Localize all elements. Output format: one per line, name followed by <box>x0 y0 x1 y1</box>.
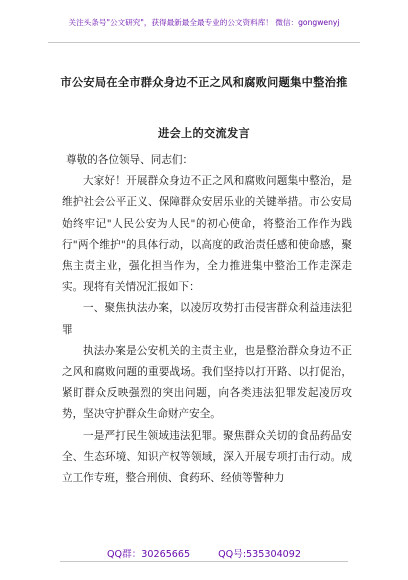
footer-qq-number: QQ号:535304092 <box>218 549 301 560</box>
header-banner: 关注头条号"公文研究"，获得最新最全最专业的公文资料库！ 微信：gongwenyj <box>68 18 340 27</box>
footer-divider <box>60 561 348 562</box>
footer-qq-group: QQ群：30265665 <box>107 549 191 560</box>
footer-contacts <box>0 546 408 560</box>
greeting: 尊敬的各位领导、同志们： <box>66 154 194 166</box>
paragraph-point-1: 一是严打民生领域违法犯罪。聚焦群众关切的食品药品安全、生态环境、知识产权等领域，深入开展专项打击行动。成立工作专班，整合刑侦、食药环、经侦等警种力 <box>62 429 352 485</box>
paragraph-intro: 大家好！开展群众身边不正之风和腐败问题集中整治，是维护社会公平正义、保障群众安居乐业的关键举措。市公安局始终牢记"人民公安为人民"的初心使命，将整治工作作为践行"两个维护"的具体行动，以高度的政治责任感和使命感，聚焦主责主业，强化担当作为，全力推进集中整治工作走深走实。现将有关情况汇报如下： <box>62 175 352 294</box>
paragraph-section-1: 执法办案是公安机关的主责主业，也是整治群众身边不正之风和腐败问题的重要战场。我们坚持以打开路、以打促治，紧盯群众反映强烈的突出问题，向各类违法犯罪发起凌厉攻势，坚决守护群众生命财产安全。 <box>62 344 352 421</box>
header-divider <box>48 42 360 43</box>
section-heading-1: 一、聚焦执法办案，以凌厉攻势打击侵害群众利益违法犯罪 <box>62 302 352 336</box>
document-title-line-1: 市公安局在全市群众身边不正之风和腐败问题集中整治推 <box>60 75 348 89</box>
document-title-line-2: 进会上的交流发言 <box>158 126 250 140</box>
document-body <box>62 150 352 489</box>
